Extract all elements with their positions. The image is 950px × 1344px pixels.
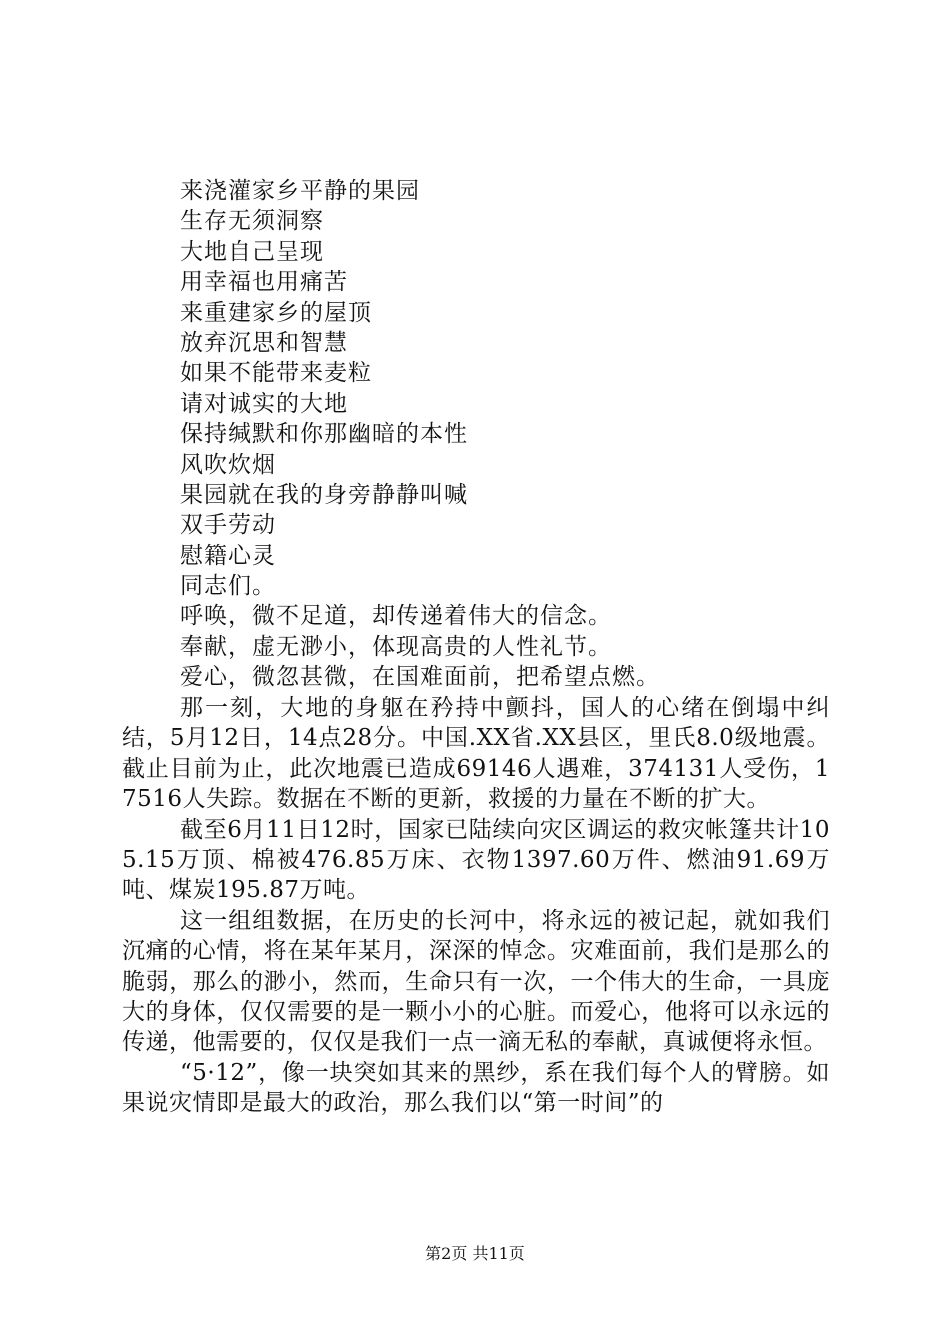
paragraph-black-gauze: “5·12”，像一块突如其来的黑纱，系在我们每个人的臂膀。如果说灾情即是最大的政治，那么我们以“第一时间”的: [122, 1059, 830, 1117]
poem-line: 奉献，虚无渺小，体现高贵的人性礼节。: [180, 633, 612, 660]
poem-line: 大地自己呈现: [180, 238, 324, 265]
poem-line: 果园就在我的身旁静静叫喊: [180, 481, 468, 508]
poem-line: 放弃沉思和智慧: [180, 329, 348, 356]
poem-line: 保持缄默和你那幽暗的本性: [180, 421, 468, 448]
poem-line: 来重建家乡的屋顶: [180, 299, 372, 326]
poem-line: 爱心，微忽甚微，在国难面前，把希望点燃。: [180, 664, 660, 691]
poem-line: 慰籍心灵: [180, 542, 276, 569]
paragraph-relief-supplies: 截至6月11日12时，国家已陆续向灾区调运的救灾帐篷共计105.15万顶、棉被476.85万床、衣物1397.60万件、燃油91.69万吨、煤炭195.87万吨。: [122, 816, 830, 904]
poem-line: 用幸福也用痛苦: [180, 269, 348, 296]
poem-line: 双手劳动: [180, 512, 276, 539]
paragraph-reflection: 这一组组数据，在历史的长河中，将永远的被记起，就如我们沉痛的心情，将在某年某月，深深的悼念。灾难面前，我们是那么的脆弱，那么的渺小，然而，生命只有一次，一个伟大的生命，一具庞大的身体，仅仅需要的是一颗小小的心脏。而爱心，他将可以永远的传递，他需要的，仅仅是我们一点一滴无私的奉献，真诚便将永恒。: [122, 907, 830, 1056]
poem-line: 生存无须洞察: [180, 208, 324, 235]
prose-block: [122, 693, 830, 1119]
poem-line: 风吹炊烟: [180, 451, 276, 478]
poem-block: [180, 176, 830, 693]
poem-line: 请对诚实的大地: [180, 390, 348, 417]
poem-line: 如果不能带来麦粒: [180, 360, 372, 387]
poem-line: 呼唤，微不足道，却传递着伟大的信念。: [180, 603, 612, 630]
page-number-footer: 第2页 共11页: [425, 1244, 525, 1263]
poem-line: 同志们。: [180, 573, 276, 600]
paragraph-earthquake: 那一刻，大地的身躯在矜持中颤抖，国人的心绪在倒塌中纠结，5月12日，14点28分。中国.XX省.XX县区，里氏8.0级地震。截止目前为止，此次地震已造成69146人遇难，374131人受伤，17516人失踪。数据在不断的更新，救援的力量在不断的扩大。: [122, 695, 830, 813]
poem-line: 来浇灌家乡平静的果园: [180, 178, 420, 204]
